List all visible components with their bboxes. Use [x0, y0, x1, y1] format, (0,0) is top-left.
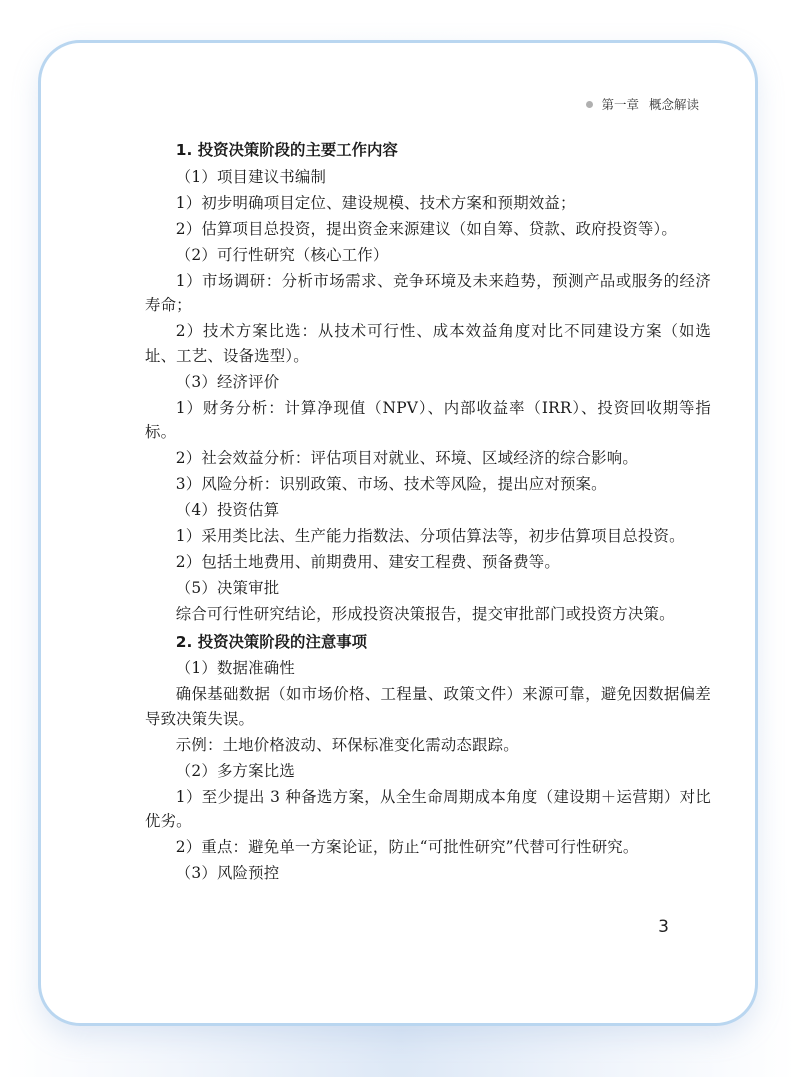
paragraph: 示例：土地价格波动、环保标准变化需动态跟踪。 — [175, 735, 519, 754]
paragraph: 2）估算项目总投资，提出资金来源建议（如自筹、贷款、政府投资等）。 — [175, 219, 677, 238]
paragraph: 确保基础数据（如市场价格、工程量、政策文件）来源可靠，避免因数据偏差导致决策失误。 — [145, 685, 711, 728]
paragraph: （2）可行性研究（核心工作） — [175, 245, 389, 264]
paragraph: 3）风险分析：识别政策、市场、技术等风险，提出应对预案。 — [175, 475, 607, 493]
page-content — [145, 135, 711, 886]
paragraph: 2）重点：避免单一方案论证，防止“可批性研究”代替可行性研究。 — [175, 838, 639, 856]
chapter-label: 第一章 — [601, 97, 639, 112]
section-heading: 1. 投资决策阶段的主要工作内容 — [175, 141, 398, 159]
page-number: 3 — [658, 917, 669, 937]
section-heading: 2. 投资决策阶段的注意事项 — [175, 632, 368, 651]
paragraph: （1）项目建议书编制 — [175, 167, 327, 186]
book-page — [38, 40, 758, 1026]
paragraph: 1）采用类比法、生产能力指数法、分项估算法等，初步估算项目总投资。 — [175, 527, 685, 545]
paragraph: 综合可行性研究结论，形成投资决策报告，提交审批部门或投资方决策。 — [175, 605, 675, 623]
paragraph: 2）技术方案比选：从技术可行性、成本效益角度对比不同建设方案（如选址、工艺、设备选型）。 — [145, 322, 711, 365]
paragraph: 1）初步明确项目定位、建设规模、技术方案和预期效益； — [175, 193, 576, 212]
paragraph: 1）至少提出 3 种备选方案，从全生命周期成本角度（建设期＋运营期）对比优劣。 — [145, 787, 711, 830]
paragraph: （1）数据准确性 — [175, 659, 295, 677]
paragraph: （5）决策审批 — [175, 579, 280, 597]
paragraph: （2）多方案比选 — [175, 761, 295, 780]
bullet-dot-icon — [586, 101, 593, 108]
chapter-title: 概念解读 — [648, 97, 699, 112]
paragraph: （3）经济评价 — [175, 372, 280, 391]
paragraph: 2）包括土地费用、前期费用、建安工程费、预备费等。 — [175, 553, 560, 571]
paragraph: 1）市场调研：分析市场需求、竞争环境及未来趋势，预测产品或服务的经济寿命； — [145, 271, 711, 314]
paragraph: 1）财务分析：计算净现值（NPV）、内部收益率（IRR）、投资回收期等指标。 — [145, 398, 711, 441]
running-header — [586, 95, 699, 113]
paragraph: 2）社会效益分析：评估项目对就业、环境、区域经济的综合影响。 — [175, 449, 638, 467]
paragraph: （4）投资估算 — [175, 501, 280, 519]
paragraph: （3）风险预控 — [175, 864, 280, 882]
